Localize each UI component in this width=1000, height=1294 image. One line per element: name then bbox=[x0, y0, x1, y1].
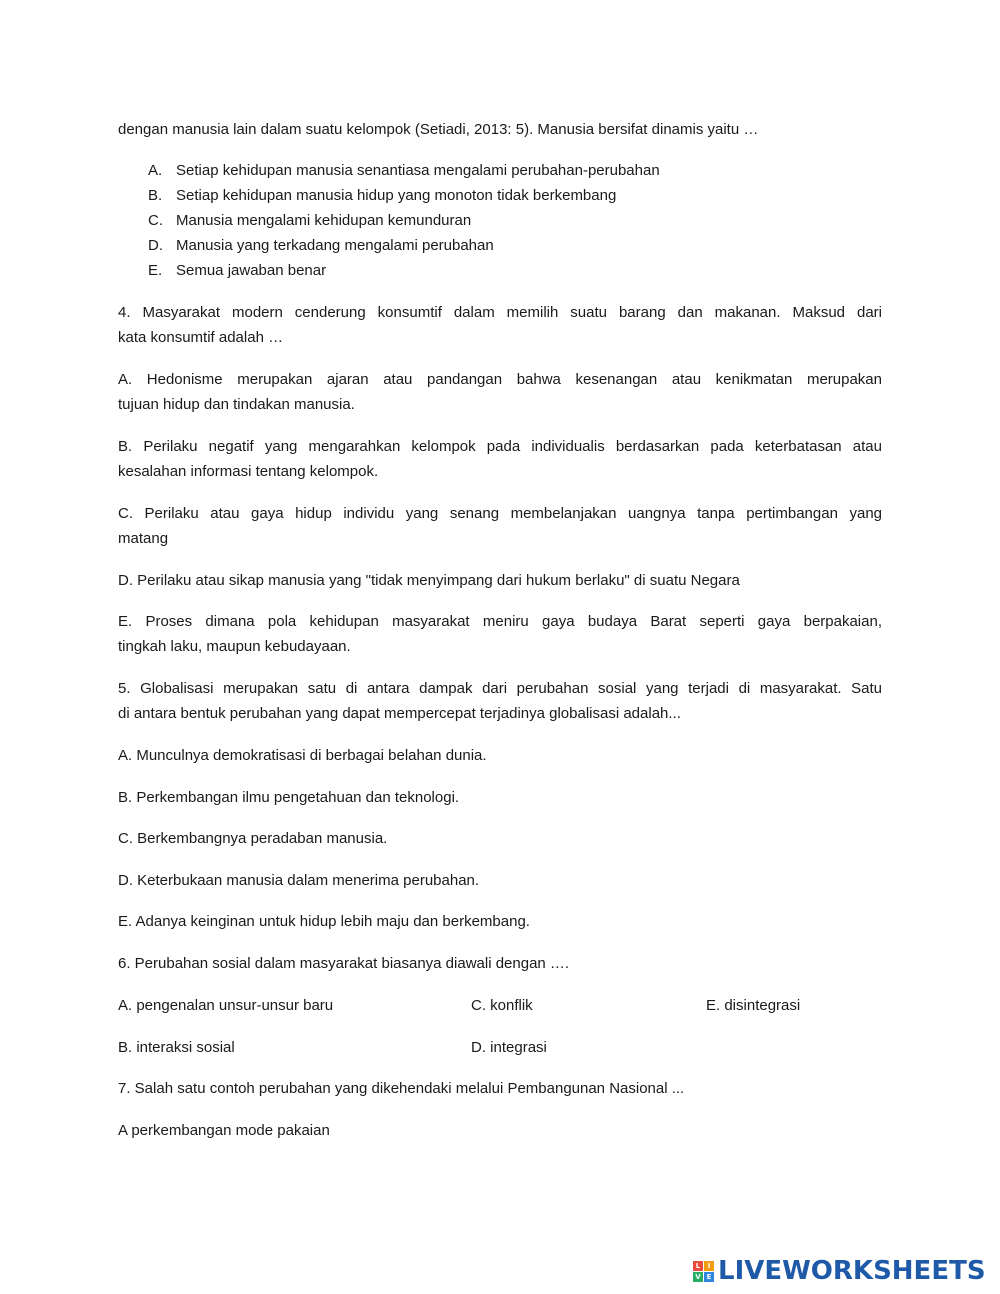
q4-option-a-line1[interactable]: A. Hedonisme merupakan ajaran atau pandangan bahwa kesenangan atau kenikmatan merupakan bbox=[118, 371, 882, 388]
q4-option-d[interactable]: D. Perilaku atau sikap manusia yang "tidak menyimpang dari hukum berlaku" di suatu Negara bbox=[118, 572, 740, 589]
q3-option-e[interactable] bbox=[118, 261, 882, 281]
q6-question: 6. Perubahan sosial dalam masyarakat biasanya diawali dengan …. bbox=[118, 955, 570, 972]
q4-option-b-line1[interactable]: B. Perilaku negatif yang mengarahkan kelompok pada individualis berdasarkan pada keterbatasan atau bbox=[118, 438, 882, 455]
q5-question-line1: 5. Globalisasi merupakan satu di antara dampak dari perubahan sosial yang terjadi di masyarakat. Satu bbox=[118, 680, 882, 697]
logo-mark-letter: I bbox=[704, 1261, 714, 1271]
q6-option-c[interactable]: C. konflik bbox=[471, 997, 533, 1014]
worksheet-page bbox=[118, 0, 882, 1294]
q4-question-line2: kata konsumtif adalah … bbox=[118, 329, 284, 346]
option-text: Semua jawaban benar bbox=[176, 262, 327, 279]
logo-wordmark: LIVEWORKSHEETS bbox=[718, 1256, 986, 1286]
intro-text: dengan manusia lain dalam suatu kelompok (Setiadi, 2013: 5). Manusia bersifat dinamis yaitu … bbox=[118, 121, 759, 138]
q5-option-d[interactable]: D. Keterbukaan manusia dalam menerima perubahan. bbox=[118, 872, 480, 889]
option-letter: C. bbox=[148, 212, 163, 229]
option-letter: E. bbox=[148, 262, 163, 279]
option-text: Manusia yang terkadang mengalami perubahan bbox=[176, 237, 494, 254]
option-text: Setiap kehidupan manusia hidup yang monoton tidak berkembang bbox=[176, 187, 617, 204]
q6-option-b[interactable]: B. interaksi sosial bbox=[118, 1039, 235, 1056]
option-letter: D. bbox=[148, 237, 163, 254]
q4-option-c-line2[interactable]: matang bbox=[118, 530, 169, 547]
q5-option-a[interactable]: A. Munculnya demokratisasi di berbagai belahan dunia. bbox=[118, 747, 487, 764]
option-letter: B. bbox=[148, 187, 163, 204]
logo-mark-letter: E bbox=[704, 1272, 714, 1282]
q4-option-b-line2[interactable]: kesalahan informasi tentang kelompok. bbox=[118, 463, 379, 480]
logo-mark-letter: L bbox=[693, 1261, 703, 1271]
option-text: Setiap kehidupan manusia senantiasa mengalami perubahan-perubahan bbox=[176, 162, 660, 179]
q5-option-e[interactable]: E. Adanya keinginan untuk hidup lebih maju dan berkembang. bbox=[118, 913, 530, 930]
q4-option-e-line1[interactable]: E. Proses dimana pola kehidupan masyarakat meniru gaya budaya Barat seperti gaya berpakaian, bbox=[118, 613, 882, 630]
q7-option-a[interactable]: A perkembangan mode pakaian bbox=[118, 1122, 330, 1139]
q4-option-a-line2[interactable]: tujuan hidup dan tindakan manusia. bbox=[118, 396, 355, 413]
logo-mark-letter: V bbox=[693, 1272, 703, 1282]
liveworksheets-mark-icon bbox=[693, 1261, 714, 1282]
option-letter: A. bbox=[148, 162, 163, 179]
q5-option-b[interactable]: B. Perkembangan ilmu pengetahuan dan teknologi. bbox=[118, 789, 460, 806]
q6-option-e[interactable]: E. disintegrasi bbox=[706, 997, 801, 1014]
liveworksheets-logo bbox=[693, 1257, 986, 1285]
q6-option-a[interactable]: A. pengenalan unsur-unsur baru bbox=[118, 997, 334, 1014]
q4-option-e-line2[interactable]: tingkah laku, maupun kebudayaan. bbox=[118, 638, 351, 655]
q3-option-d[interactable] bbox=[118, 236, 882, 256]
q4-question-line1: 4. Masyarakat modern cenderung konsumtif dalam memilih suatu barang dan makanan. Maksud dari bbox=[118, 304, 882, 321]
q4-option-c-line1[interactable]: C. Perilaku atau gaya hidup individu yang senang membelanjakan uangnya tanpa pertimbangan yang bbox=[118, 505, 882, 522]
q3-option-b[interactable] bbox=[118, 186, 882, 206]
option-text: Manusia mengalami kehidupan kemunduran bbox=[176, 212, 472, 229]
q5-option-c[interactable]: C. Berkembangnya peradaban manusia. bbox=[118, 830, 388, 847]
q6-option-d[interactable]: D. integrasi bbox=[471, 1039, 547, 1056]
q5-question-line2: di antara bentuk perubahan yang dapat mempercepat terjadinya globalisasi adalah... bbox=[118, 705, 681, 722]
q3-option-c[interactable] bbox=[118, 211, 882, 231]
q3-option-a[interactable] bbox=[118, 161, 882, 181]
q7-question: 7. Salah satu contoh perubahan yang dikehendaki melalui Pembangunan Nasional ... bbox=[118, 1080, 685, 1097]
